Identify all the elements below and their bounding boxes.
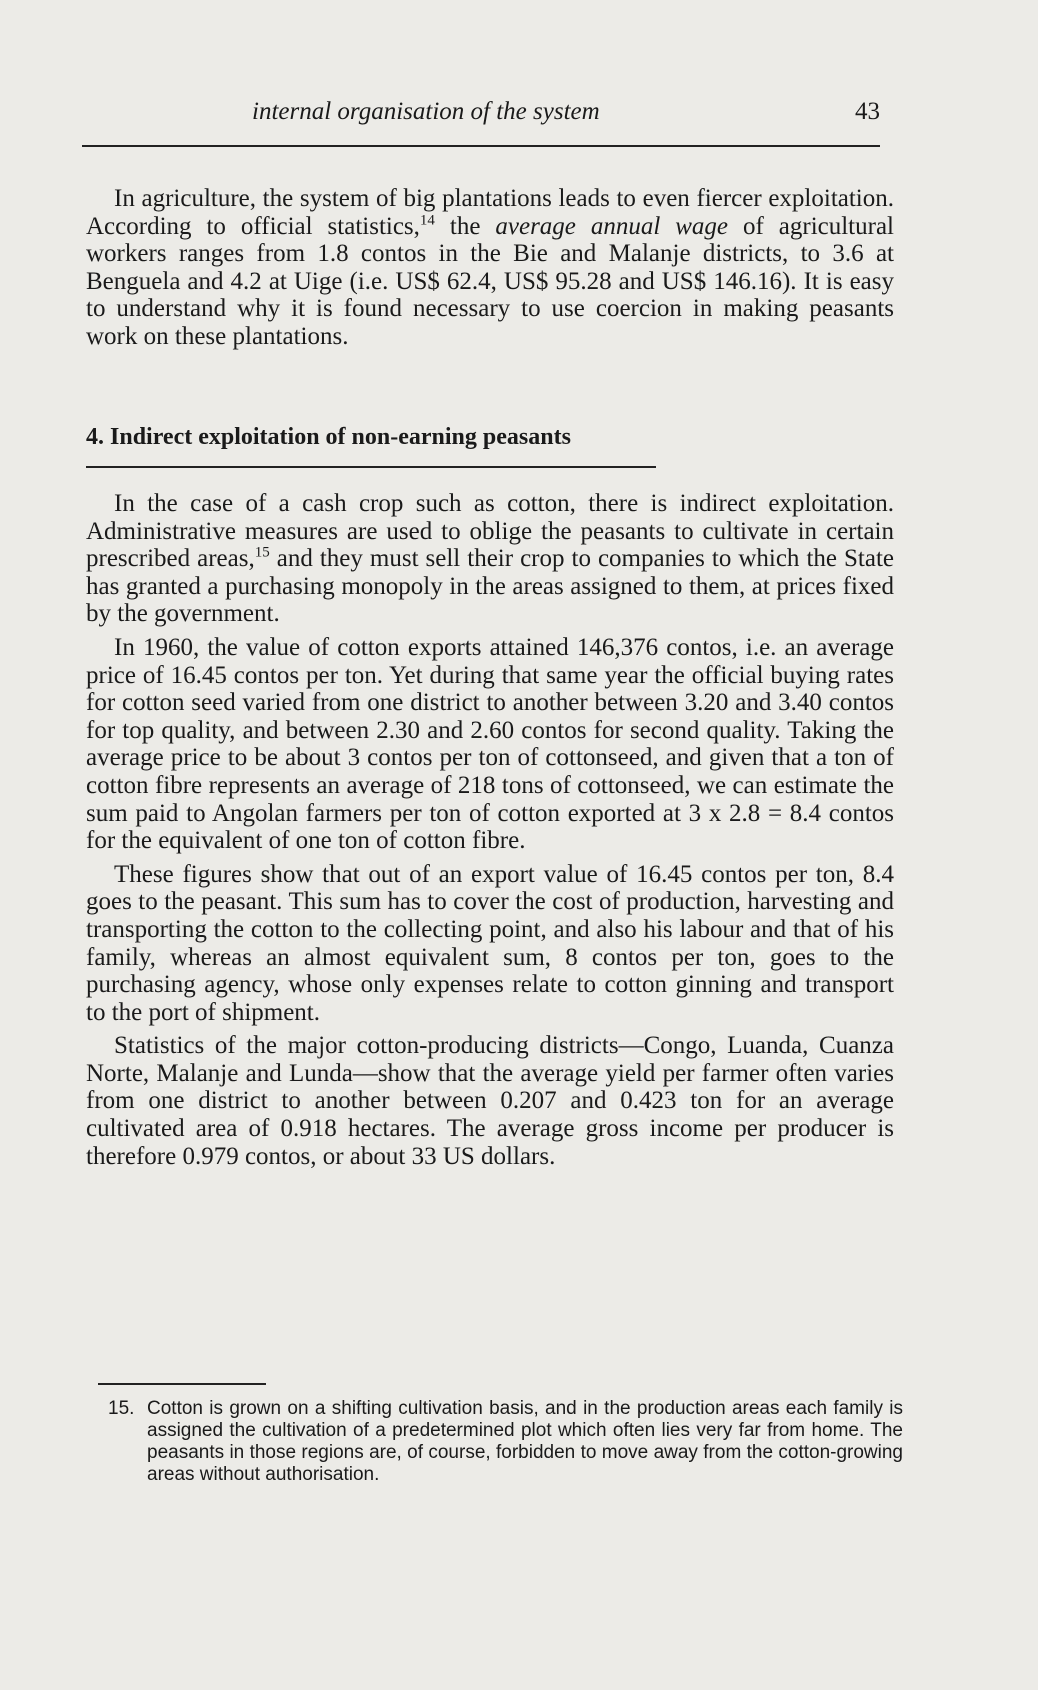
page-number: 43 (855, 98, 880, 125)
heading-rule (86, 466, 656, 468)
paragraph-text: the (434, 212, 496, 240)
paragraph-cash-crop (86, 490, 894, 628)
paragraph-1960: In 1960, the value of cotton exports attained 146,376 contos, i.e. an average price of 16.45 contos per ton. Yet during that same year the official buying rates for cotton seed varied from one district to another between 3.20 and 3.40 contos for top quality, and between 2.30 and 2.60 contos for second quality. Taking the average price to be about 3 contos per ton of cottonseed, and given that a ton of cotton fibre represents an average of 218 tons of cottonseed, we can estimate the sum paid to Angolan farmers per ton of cotton exported at 3 x 2.8 = 8.4 contos for the equivalent of one ton of cotton fibre. (86, 633, 894, 855)
header-rule (82, 145, 880, 147)
paragraph-text: of agricultural workers ranges from 1.8 contos in the Bie and Malanje districts, to 3.6 at Benguela and 4.2 at Uige (i.e. US$ 62.4, US$ 95.28 and US$ 146.16). It is easy to understand why it is found necessary to use coercion in making peasants work on these plantations. (86, 212, 894, 350)
footnote-text: Cotton is grown on a shifting cultivation basis, and in the production areas each family is assigned the cultivation of a predetermined plot which often lies very far from home. The peasants in those regions are, of course, forbidden to move away from the cotton-growing areas without authorisation. (147, 1398, 903, 1485)
footnote-ref-14: 14 (419, 212, 435, 229)
emphasis-average-annual-wage: average annual wage (495, 212, 729, 240)
paragraph-figures: These figures show that out of an export value of 16.45 contos per ton, 8.4 goes to the peasant. This sum has to cover the cost of production, harvesting and transporting the cotton to the collecting point, and also his labour and that of his family, whereas an almost equivalent sum, 8 contos per ton, goes to the purchasing agency, whose only expenses relate to cotton ginning and transport to the port of shipment. (86, 860, 894, 1026)
section-heading: 4. Indirect exploitation of non-earning peasants (86, 424, 571, 450)
page-header (86, 96, 884, 136)
footnote-15 (108, 1398, 903, 1486)
paragraph-text: In the case of a cash crop such as cotton, there is indirect exploitation. Administrative measures are used to oblige the peasants to cultivate in certain prescribed areas, (86, 490, 894, 573)
cotton-section (86, 490, 894, 1170)
paragraph-agriculture (86, 185, 894, 351)
footnote-ref-15: 15 (254, 544, 270, 561)
running-title: internal organisation of the system (252, 98, 600, 125)
paragraph-text: In agriculture, the system of big plantations leads to even fiercer exploitation. According to official statistics, (86, 185, 894, 240)
agriculture-section (86, 185, 894, 351)
footnote-rule (98, 1383, 266, 1385)
paragraph-statistics: Statistics of the major cotton-producing districts—Congo, Luanda, Cuanza Norte, Malanje and Lunda—show that the average yield per farmer often varies from one district to another between 0.207 and 0.423 ton for an average cultivated area of 0.918 hectares. The average gross income per producer is therefore 0.979 contos, or about 33 US dollars. (86, 1032, 894, 1170)
footnote-number: 15. (108, 1398, 135, 1419)
paragraph-text: and they must sell their crop to companies to which the State has granted a purchasing monopoly in the areas assigned to them, at prices fixed by the government. (86, 545, 894, 628)
